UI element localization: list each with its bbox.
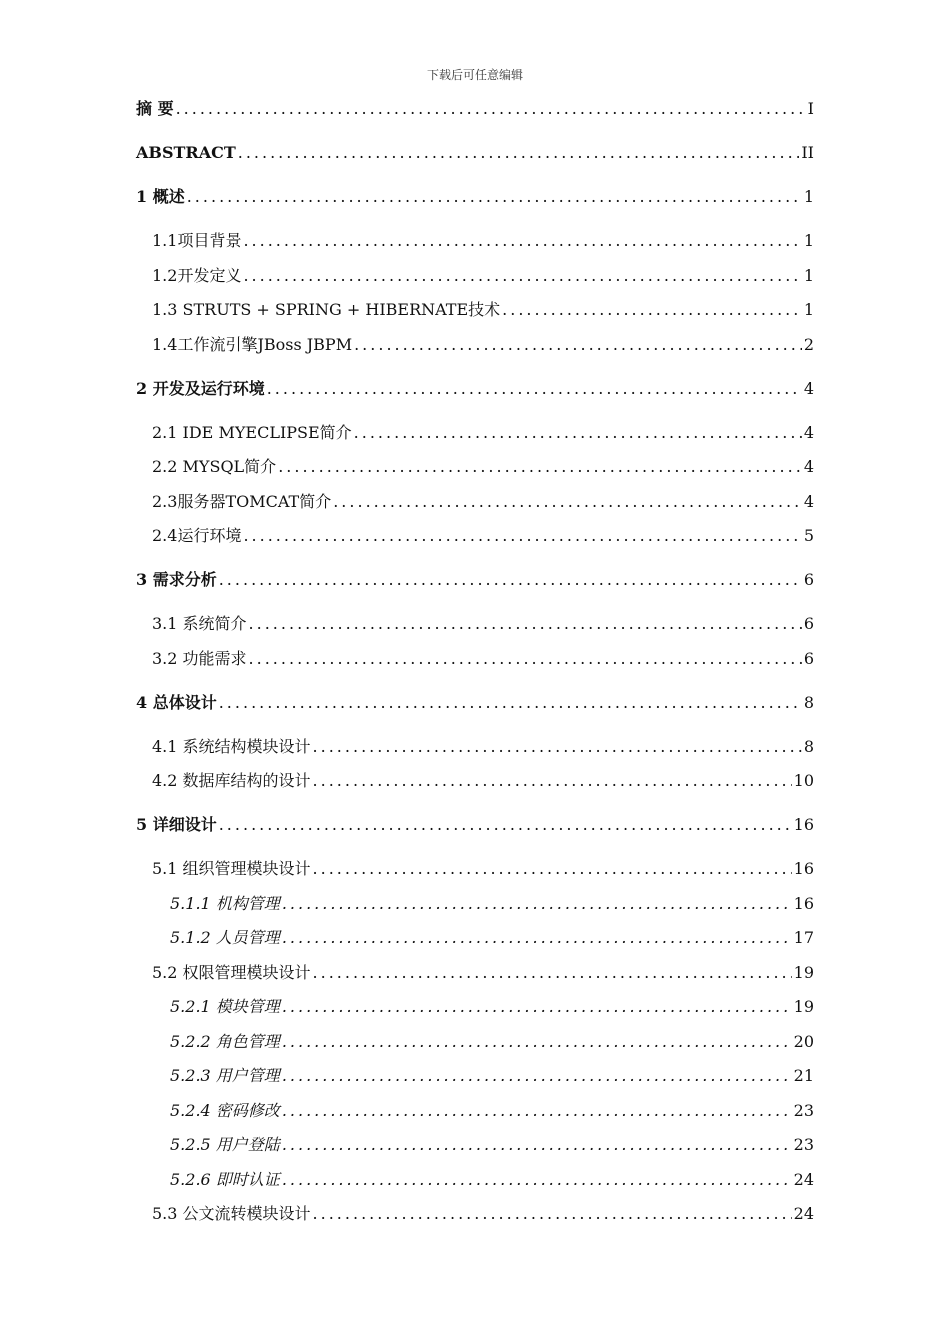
toc-entry[interactable]	[152, 648, 814, 670]
toc-entry-label: 5.3 公文流转模块设计	[152, 1204, 311, 1223]
toc-entry-label: ABSTRACT	[136, 143, 236, 162]
toc-entry[interactable]	[170, 1065, 814, 1087]
toc-dot-leader	[313, 858, 792, 880]
toc-entry-page-number: 16	[793, 815, 814, 834]
toc-entry-page-number: 6	[803, 614, 814, 633]
toc-entry-label: 1.4工作流引擎JBoss JBPM	[152, 335, 353, 354]
toc-entry-page-number: 24	[793, 1170, 814, 1189]
toc-entry[interactable]	[152, 491, 814, 513]
page-header: 下载后可任意编辑	[426, 68, 523, 82]
toc-entry-label: 4.1 系统结构模块设计	[152, 737, 311, 756]
toc-entry-label: 4.2 数据库结构的设计	[152, 771, 311, 790]
toc-entry[interactable]	[152, 456, 814, 478]
toc-entry[interactable]	[170, 1100, 814, 1122]
toc-entry-page-number: 6	[803, 570, 814, 589]
toc-entry-label: 1.1项目背景	[152, 231, 242, 250]
toc-entry-page-number: 5	[803, 526, 814, 545]
toc-entry-page-number: II	[801, 143, 814, 162]
toc-entry[interactable]	[170, 996, 814, 1018]
toc-entry-label: 3 需求分析	[136, 570, 217, 589]
toc-entry-label: 5.1.1 机构管理	[170, 894, 280, 913]
toc-dot-leader	[313, 770, 792, 792]
toc-entry[interactable]	[136, 186, 814, 208]
toc-entry[interactable]	[152, 230, 814, 252]
toc-dot-leader	[282, 927, 792, 949]
toc-entry[interactable]	[152, 770, 814, 792]
toc-entry-page-number: 24	[793, 1204, 814, 1223]
toc-dot-leader	[243, 265, 801, 287]
toc-entry-label: 2.4运行环境	[152, 526, 242, 545]
toc-entry-label: 5 详细设计	[136, 815, 217, 834]
toc-entry-page-number: 19	[793, 997, 814, 1016]
toc-entry-label: 1.3 STRUTS + SPRING + HIBERNATE技术	[152, 300, 501, 319]
toc-entry-page-number: 4	[803, 379, 814, 398]
toc-entry[interactable]	[136, 98, 814, 120]
toc-dot-leader	[249, 613, 802, 635]
toc-entry[interactable]	[136, 142, 814, 164]
toc-dot-leader	[282, 1134, 792, 1156]
toc-entry-page-number: 1	[803, 231, 814, 250]
toc-entry[interactable]	[152, 422, 814, 444]
toc-dot-leader	[502, 299, 802, 321]
toc-entry-label: 摘 要	[136, 99, 174, 118]
toc-entry-page-number: 16	[793, 894, 814, 913]
toc-dot-leader	[282, 996, 792, 1018]
toc-entry-page-number: 17	[793, 928, 814, 947]
toc-dot-leader	[282, 1065, 792, 1087]
toc-entry-page-number: 4	[803, 492, 814, 511]
toc-dot-leader	[278, 456, 802, 478]
toc-entry[interactable]	[170, 1169, 814, 1191]
toc-entry-label: 2 开发及运行环境	[136, 379, 265, 398]
toc-entry[interactable]	[152, 334, 814, 356]
toc-entry-label: 1 概述	[136, 187, 185, 206]
toc-entry-page-number: 21	[793, 1066, 814, 1085]
toc-entry-page-number: I	[807, 99, 814, 118]
toc-entry-page-number: 1	[803, 300, 814, 319]
toc-dot-leader	[313, 962, 792, 984]
toc-entry[interactable]	[152, 962, 814, 984]
toc-entry-label: 2.1 IDE MYECLIPSE简介	[152, 423, 352, 442]
toc-dot-leader	[243, 525, 801, 547]
toc-entry[interactable]	[152, 525, 814, 547]
toc-entry-page-number: 23	[793, 1101, 814, 1120]
toc-entry-page-number: 2	[803, 335, 814, 354]
toc-entry-page-number: 6	[803, 649, 814, 668]
toc-entry-label: 5.2.4 密码修改	[170, 1101, 280, 1120]
toc-entry-label: 5.1 组织管理模块设计	[152, 859, 311, 878]
toc-entry-page-number: 8	[803, 737, 814, 756]
toc-entry-page-number: 8	[803, 693, 814, 712]
toc-entry[interactable]	[170, 1031, 814, 1053]
toc-entry[interactable]	[152, 1203, 814, 1225]
toc-entry-label: 4 总体设计	[136, 693, 217, 712]
toc-dot-leader	[354, 334, 802, 356]
toc-dot-leader	[219, 569, 802, 591]
toc-entry[interactable]	[170, 927, 814, 949]
toc-dot-leader	[282, 1031, 792, 1053]
toc-dot-leader	[249, 648, 802, 670]
toc-entry[interactable]	[170, 893, 814, 915]
toc-entry-page-number: 16	[793, 859, 814, 878]
toc-entry-label: 1.2开发定义	[152, 266, 242, 285]
toc-entry-label: 3.2 功能需求	[152, 649, 247, 668]
toc-entry[interactable]	[152, 299, 814, 321]
toc-entry[interactable]	[152, 858, 814, 880]
toc-dot-leader	[243, 230, 801, 252]
toc-entry-label: 5.2.1 模块管理	[170, 997, 280, 1016]
toc-entry[interactable]	[170, 1134, 814, 1156]
toc-entry-label: 5.2.6 即时认证	[170, 1170, 280, 1189]
toc-entry-page-number: 23	[793, 1135, 814, 1154]
toc-dot-leader	[176, 98, 806, 120]
toc-entry[interactable]	[136, 814, 814, 836]
toc-entry[interactable]	[136, 569, 814, 591]
toc-entry-label: 5.1.2 人员管理	[170, 928, 280, 947]
toc-entry-label: 2.3服务器TOMCAT简介	[152, 492, 332, 511]
toc-dot-leader	[187, 186, 802, 208]
toc-entry-page-number: 1	[803, 187, 814, 206]
toc-entry-label: 5.2.5 用户登陆	[170, 1135, 280, 1154]
toc-dot-leader	[282, 893, 792, 915]
toc-dot-leader	[219, 692, 802, 714]
toc-dot-leader	[238, 142, 800, 164]
toc-entry[interactable]	[136, 378, 814, 400]
toc-entry-page-number: 4	[803, 423, 814, 442]
toc-entry-label: 3.1 系统简介	[152, 614, 247, 633]
toc-dot-leader	[313, 1203, 792, 1225]
toc-dot-leader	[354, 422, 802, 444]
toc-dot-leader	[219, 814, 792, 836]
toc-dot-leader	[313, 736, 802, 758]
toc-entry-page-number: 20	[793, 1032, 814, 1051]
toc-entry-page-number: 4	[803, 457, 814, 476]
toc-entry-page-number: 10	[793, 771, 814, 790]
toc-entry-page-number: 1	[803, 266, 814, 285]
toc-dot-leader	[267, 378, 802, 400]
toc-entry-label: 5.2 权限管理模块设计	[152, 963, 311, 982]
toc-entry[interactable]	[136, 692, 814, 714]
toc-dot-leader	[282, 1169, 792, 1191]
toc-dot-leader	[333, 491, 802, 513]
toc-entry[interactable]	[152, 736, 814, 758]
toc-entry-label: 5.2.2 角色管理	[170, 1032, 280, 1051]
toc-entry-page-number: 19	[793, 963, 814, 982]
toc-entry-label: 5.2.3 用户管理	[170, 1066, 280, 1085]
toc-dot-leader	[282, 1100, 792, 1122]
toc-entry[interactable]	[152, 613, 814, 635]
toc-entry[interactable]	[152, 265, 814, 287]
toc-entry-label: 2.2 MYSQL简介	[152, 457, 277, 476]
